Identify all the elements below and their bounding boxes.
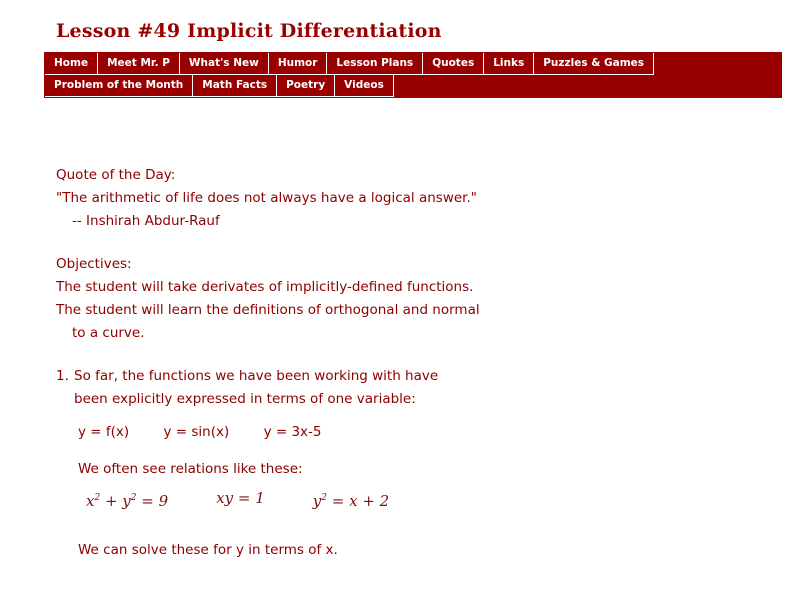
nav-item-math-facts[interactable]: Math Facts (193, 75, 277, 97)
quote-of-the-day-block (56, 164, 800, 233)
objectives-line-1: The student will take derivates of implicitly-defined functions. (56, 279, 474, 295)
item-1-line-2: been explicitly expressed in terms of one variable: (74, 391, 416, 407)
nav-item-poetry[interactable]: Poetry (277, 75, 335, 97)
explicit-functions-examples: y = f(x) y = sin(x) y = 3x-5 (78, 424, 322, 440)
nav-item-meet-mr-p[interactable]: Meet Mr. P (98, 53, 180, 75)
quote-text: "The arithmetic of life does not always have a logical answer." (56, 190, 477, 206)
lesson-content (0, 164, 800, 562)
page-title: Lesson #49 Implicit Differentiation (56, 20, 442, 42)
relation-3-exponent: 2 (321, 493, 327, 503)
objectives-line-2: The student will learn the definitions of orthogonal and normal (56, 302, 480, 318)
nav-item-lesson-plans[interactable]: Lesson Plans (327, 53, 423, 75)
nav-item-whats-new[interactable]: What's New (180, 53, 269, 75)
nav-item-home[interactable]: Home (45, 53, 98, 75)
nav-item-videos[interactable]: Videos (335, 75, 394, 97)
item-1-number: 1. (56, 368, 69, 384)
lesson-item-1 (56, 365, 800, 562)
site-navigation (44, 52, 782, 98)
relation-3: $y^2 = x + 2$ (312, 492, 390, 510)
nav-item-links[interactable]: Links (484, 53, 534, 75)
relation-1-exponent-2: 2 (130, 493, 137, 503)
relations-intro: We often see relations like these: (78, 461, 303, 477)
item-1-line-1: So far, the functions we have been working with have (74, 368, 439, 384)
relation-1: $x^2 + y^2 = 9$ (86, 492, 169, 510)
quote-attribution: -- Inshirah Abdur-Rauf (72, 213, 220, 229)
objectives-block (56, 253, 800, 345)
nav-item-problem-of-the-month[interactable]: Problem of the Month (45, 75, 193, 97)
quote-heading: Quote of the Day: (56, 167, 176, 183)
item-1-closing: We can solve these for y in terms of x. (78, 542, 338, 558)
relation-2: xy = 1 (216, 489, 265, 507)
nav-item-puzzles-games[interactable]: Puzzles & Games (534, 53, 654, 75)
nav-item-humor[interactable]: Humor (269, 53, 328, 75)
nav-item-quotes[interactable]: Quotes (423, 53, 484, 75)
relation-1-exponent: 2 (94, 493, 101, 503)
relation-equations (56, 487, 800, 513)
objectives-heading: Objectives: (56, 256, 132, 272)
objectives-line-3: to a curve. (72, 325, 145, 341)
